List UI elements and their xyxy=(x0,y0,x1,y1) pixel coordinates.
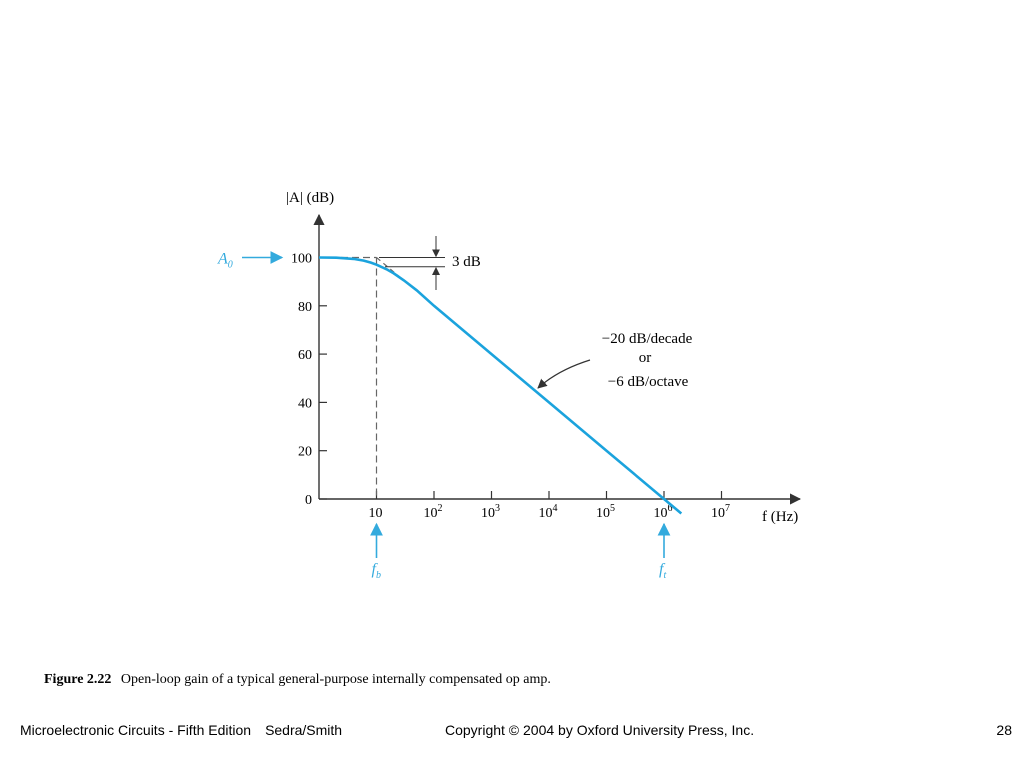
figure-caption xyxy=(44,672,551,688)
slope-label-line1: −20 dB/decade xyxy=(601,331,693,347)
x-tick-label: $10^7$ xyxy=(711,503,730,521)
footer-page-number: 28 xyxy=(996,722,1012,738)
y-tick-label: 100 xyxy=(291,251,312,267)
y-tick-label: 80 xyxy=(298,299,312,315)
footer-copyright: Copyright © 2004 by Oxford University Press, Inc. xyxy=(445,722,755,738)
figure-label: Figure 2.22 xyxy=(44,672,112,687)
x-tick-label: 10 xyxy=(368,506,383,521)
x-tick-label: $10^4$ xyxy=(538,503,558,521)
y-axis-label: |A| (dB) xyxy=(286,190,335,206)
y-tick-label: 60 xyxy=(298,348,312,364)
x-tick-label: $10^3$ xyxy=(481,503,500,521)
a0-label: $A_0$ xyxy=(218,250,233,271)
slope-label-line3: −6 dB/octave xyxy=(607,374,689,390)
fb-label: $f_b$ xyxy=(371,561,381,581)
x-tick-label: $10^2$ xyxy=(423,503,443,521)
figure-caption-text: Open-loop gain of a typical general-purpose internally compensated op amp. xyxy=(120,672,551,687)
three-db-label: 3 dB xyxy=(452,254,481,270)
y-tick-label: 20 xyxy=(298,444,312,460)
y-tick-label: 0 xyxy=(305,493,312,508)
footer-left xyxy=(20,722,342,742)
y-tick-label: 40 xyxy=(298,396,312,412)
x-tick-label: $10^5$ xyxy=(596,503,615,521)
slope-label-line2: or xyxy=(638,350,652,366)
ft-label: $f_t$ xyxy=(659,561,667,581)
footer-authors: Sedra/Smith xyxy=(265,722,343,738)
slope-arrow xyxy=(538,360,590,388)
footer-book-title: Microelectronic Circuits - Fifth Edition xyxy=(20,722,252,738)
x-axis-label: f (Hz) xyxy=(762,509,799,525)
x-tick-label: $10^6$ xyxy=(653,503,673,521)
